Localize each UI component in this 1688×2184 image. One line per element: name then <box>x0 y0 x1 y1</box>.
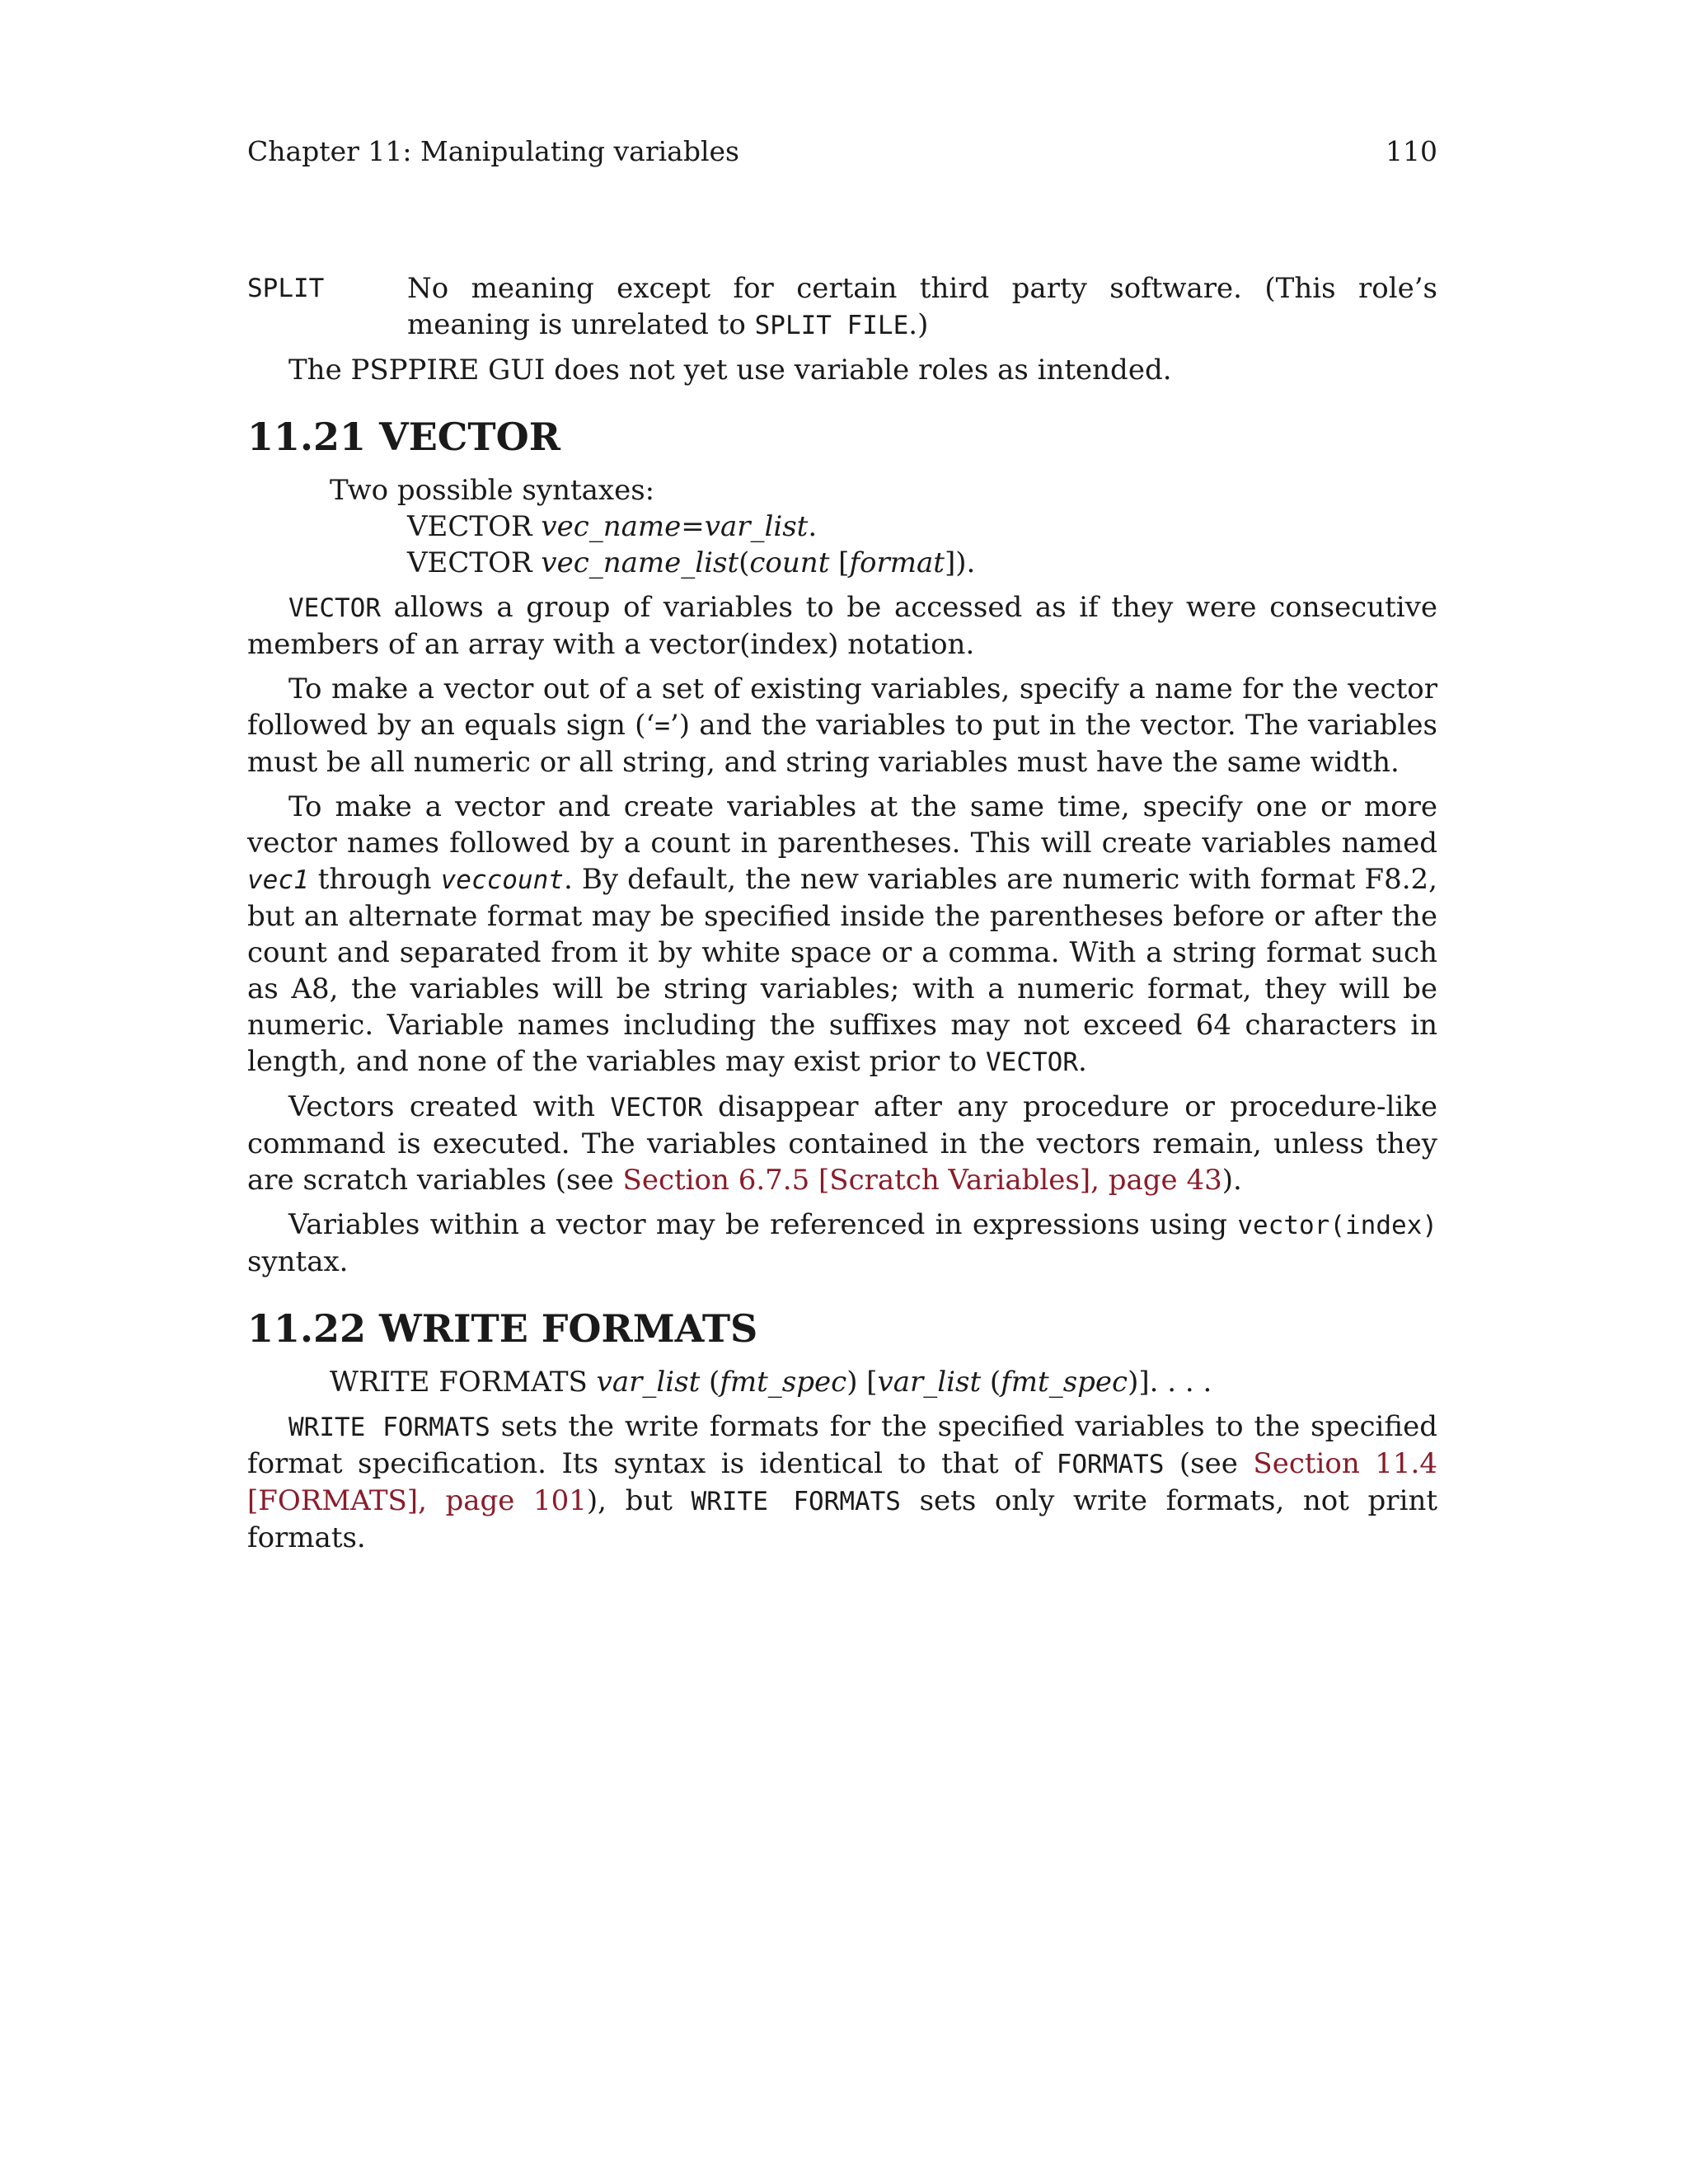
definition-split <box>247 270 1437 344</box>
running-header <box>247 134 1437 170</box>
syntax-intro: Two possible syntaxes: <box>330 474 655 507</box>
paragraph: Vectors created with VECTOR disappear after any procedure or procedure-like command is executed. The variables contained in the vectors remain, unless they are scratch variables (see Section 6.7.5 [Scratch Variables], page 43). <box>247 1090 1438 1197</box>
paragraph: Variables within a vector may be referenced in expressions using vector(index) syntax. <box>247 1208 1437 1278</box>
inline-code: FORMATS <box>1056 1450 1165 1479</box>
inline-code: VECTOR <box>288 593 381 623</box>
inline-code: WRITE FORMATS <box>691 1487 901 1516</box>
paragraph: To make a vector out of a set of existing variables, specify a name for the vector followed by an equals sign (‘=’) and the variables to put in the vector. The variables must be all numeric or all string, and string variables must have the same width. <box>247 673 1437 779</box>
inline-code: WRITE FORMATS <box>288 1413 490 1442</box>
chapter-title: Chapter 11: Manipulating variables <box>247 135 739 167</box>
inline-code: vec1 <box>247 865 309 895</box>
paragraph: WRITE FORMATS sets the write formats for the specified variables to the specified format specification. Its syntax is identical to that of FORMATS (see Section 11.4 [FORMATS], page 101), but WRITE FORMATS sets only write formats, not print formats. <box>247 1410 1437 1554</box>
syntax-line-2: VECTOR vec_name_list(count [format]). <box>407 546 976 579</box>
syntax-line-1: VECTOR vec_name=var_list. <box>407 510 818 543</box>
section-heading-write-formats: 11.22 WRITE FORMATS <box>247 1306 758 1351</box>
paragraph: VECTOR allows a group of variables to be accessed as if they were consecutive members of an array with a vector(index) notation. <box>247 591 1437 661</box>
definition-term: SPLIT <box>247 274 325 303</box>
gui-note: The PSPPIRE GUI does not yet use variable roles as intended. <box>288 354 1172 387</box>
inline-code: VECTOR <box>986 1047 1078 1077</box>
section-heading-vector: 11.21 VECTOR <box>247 415 560 459</box>
page-body <box>247 270 1437 1556</box>
inline-code: vector(index) <box>1237 1211 1437 1240</box>
inline-code: VECTOR <box>610 1093 703 1122</box>
syntax-line: WRITE FORMATS var_list (fmt_spec) [var_list (fmt_spec)]. . . . <box>330 1366 1212 1399</box>
cross-reference-link[interactable]: Section 11.4 [FORMATS], page 101 <box>247 1447 1437 1517</box>
paragraph: To make a vector and create variables at the same time, specify one or more vector names followed by a count in parentheses. This will create variables named vec1 through veccount. By default, the new variables are numeric with format F8.2, but an alternate format may be specified inside the parentheses before or after the count and separated from it by white space or a comma. With a string format such as A8, the variables will be string variables; with a numeric format, they will be numeric. Variable names including the suffixes may not exceed 64 characters in length, and none of the variables may exist prior to VECTOR. <box>247 790 1437 1078</box>
definition-description: No meaning except for certain third party software. (This role’s meaning is unrelated to SPLIT FILE.) <box>407 272 1437 341</box>
cross-reference-link[interactable]: Section 6.7.5 [Scratch Variables], page 43 <box>622 1164 1222 1197</box>
inline-code: SPLIT FILE <box>754 311 909 340</box>
page-number: 110 <box>1386 135 1437 167</box>
inline-code: veccount <box>440 865 564 895</box>
inline-code: = <box>654 711 670 741</box>
